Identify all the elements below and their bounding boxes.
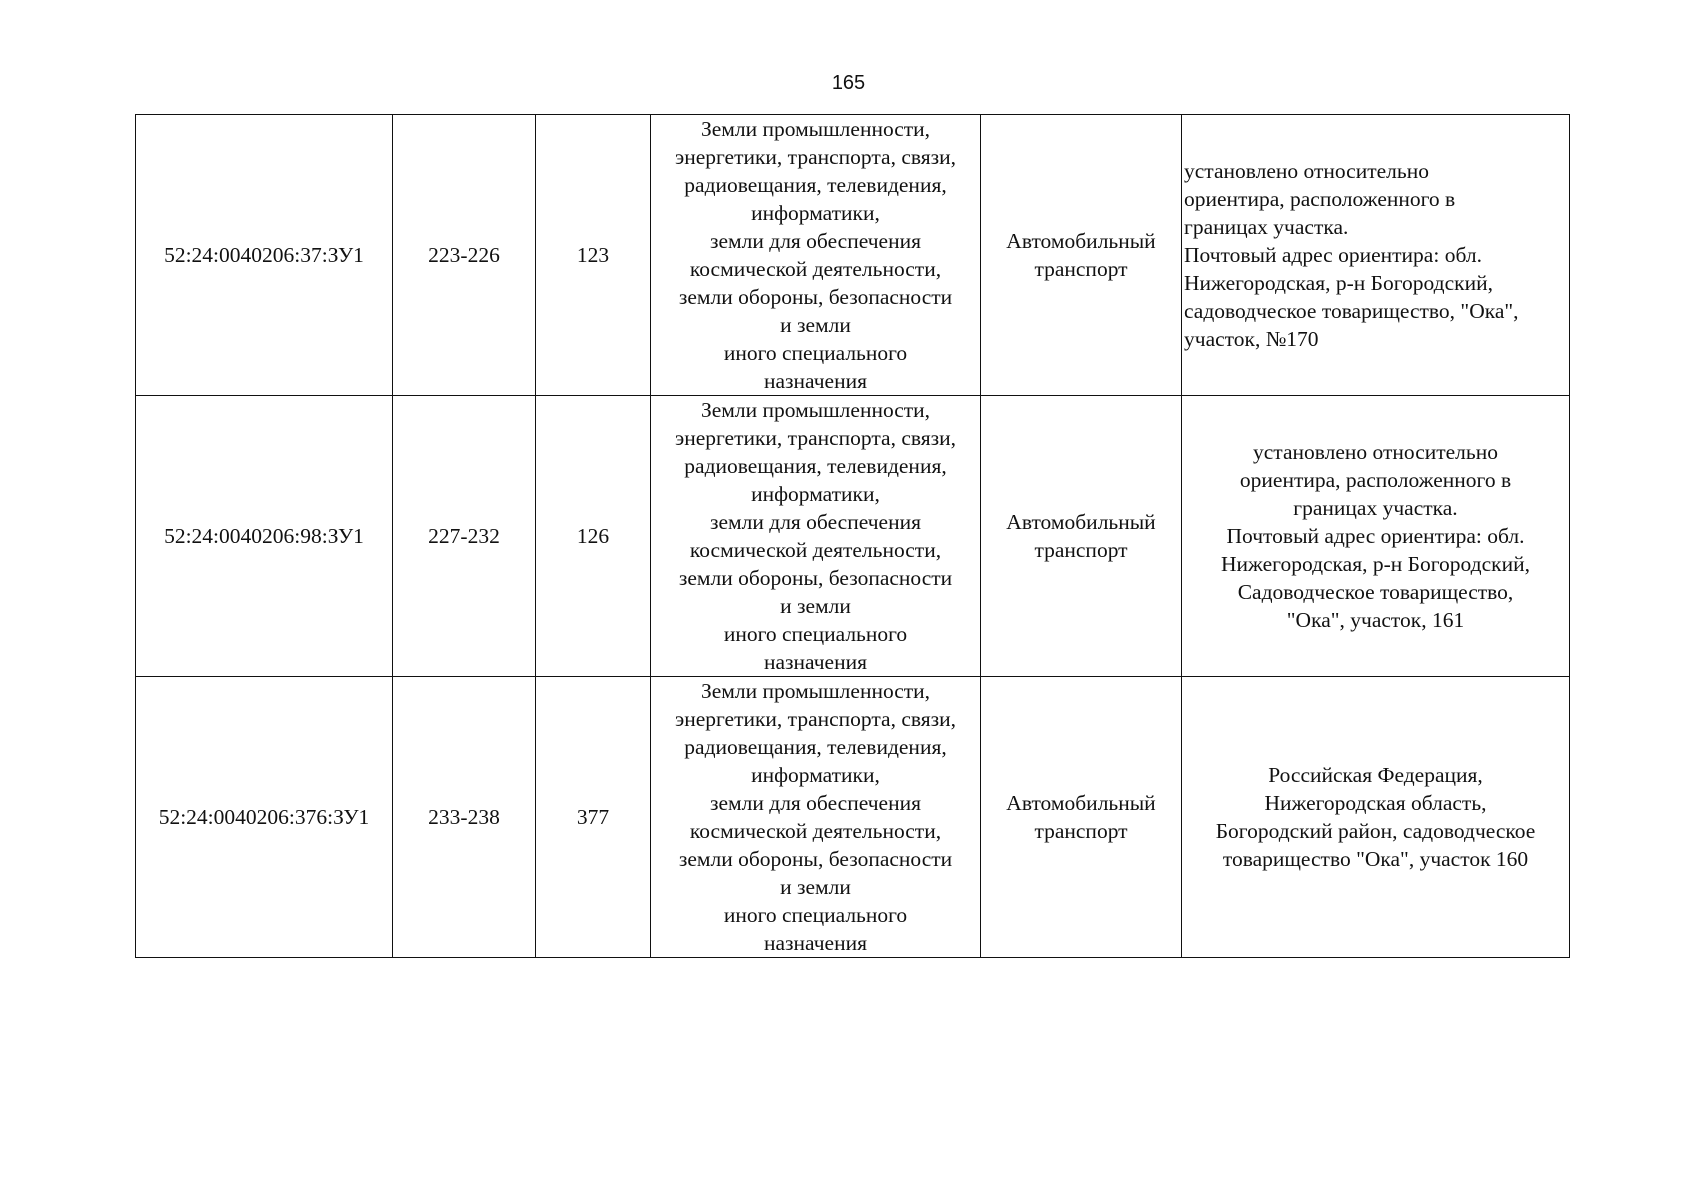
boundary-points-cell: 227-232 <box>393 396 536 677</box>
land-category-cell <box>651 396 981 677</box>
address-cell <box>1182 677 1570 958</box>
cell-line: иного специального <box>723 622 908 646</box>
cell-line: транспорт <box>1034 538 1128 562</box>
cell-line: Почтовый адрес ориентира: обл. <box>1184 243 1482 267</box>
cell-line: установлено относительно <box>1184 159 1429 183</box>
cell-line: назначения <box>764 650 867 674</box>
cell-line: иного специального <box>723 903 908 927</box>
cell-line: Нижегородская, р-н Богородский, <box>1221 552 1530 576</box>
boundary-points-cell: 223-226 <box>393 115 536 396</box>
cell-line: Богородский район, садоводческое <box>1215 819 1536 843</box>
cell-line: Садоводческое товарищество, <box>1237 580 1514 604</box>
table-row <box>136 396 1570 677</box>
area-cell: 123 <box>536 115 651 396</box>
land-category-cell <box>651 115 981 396</box>
cell-line: Земли промышленности, <box>700 117 931 141</box>
cell-line: Нижегородская, р-н Богородский, <box>1184 271 1493 295</box>
table-row <box>136 115 1570 396</box>
cell-line: информатики, <box>751 482 880 506</box>
permitted-use-cell <box>981 677 1182 958</box>
cadastral-number-cell: 52:24:0040206:98:ЗУ1 <box>136 396 393 677</box>
cell-line: Российская Федерация, <box>1268 763 1483 787</box>
land-plots-table <box>135 114 1570 958</box>
cell-line: транспорт <box>1034 819 1128 843</box>
cell-line: земли для обеспечения <box>710 791 921 815</box>
page-number: 165 <box>831 72 866 94</box>
cell-line: радиовещания, телевидения, <box>684 173 947 197</box>
cell-line: и земли <box>780 594 851 618</box>
address-cell <box>1182 115 1570 396</box>
address-cell <box>1182 396 1570 677</box>
cell-line: садоводческое товарищество, "Ока", <box>1184 299 1519 323</box>
cell-line: Земли промышленности, <box>700 398 931 422</box>
cell-line: установлено относительно <box>1253 440 1498 464</box>
cell-line: назначения <box>764 369 867 393</box>
cell-line: земли обороны, безопасности <box>678 566 953 590</box>
cell-line: транспорт <box>1034 257 1128 281</box>
cell-line: Нижегородская область, <box>1264 791 1487 815</box>
cell-line: Автомобильный <box>1006 510 1156 534</box>
cell-line: иного специального <box>723 341 908 365</box>
cadastral-number-cell: 52:24:0040206:376:ЗУ1 <box>136 677 393 958</box>
permitted-use-cell <box>981 115 1182 396</box>
cell-line: ориентира, расположенного в <box>1184 187 1456 211</box>
cell-line: "Ока", участок, 161 <box>1286 608 1465 632</box>
cell-line: участок, №170 <box>1184 327 1319 351</box>
area-cell: 126 <box>536 396 651 677</box>
cell-line: энергетики, транспорта, связи, <box>674 426 957 450</box>
cell-line: земли обороны, безопасности <box>678 285 953 309</box>
land-category-cell <box>651 677 981 958</box>
cell-line: информатики, <box>751 763 880 787</box>
cell-line: товарищество "Ока", участок 160 <box>1222 847 1529 871</box>
cell-line: радиовещания, телевидения, <box>684 735 947 759</box>
cell-line: земли для обеспечения <box>710 229 921 253</box>
table-row <box>136 677 1570 958</box>
cell-line: Автомобильный <box>1006 229 1156 253</box>
cell-line: энергетики, транспорта, связи, <box>674 145 957 169</box>
cell-line: земли обороны, безопасности <box>678 847 953 871</box>
boundary-points-cell: 233-238 <box>393 677 536 958</box>
cell-line: Земли промышленности, <box>700 679 931 703</box>
cell-line: назначения <box>764 931 867 955</box>
cell-line: космической деятельности, <box>689 257 942 281</box>
cell-line: ориентира, расположенного в <box>1239 468 1512 492</box>
cell-line: энергетики, транспорта, связи, <box>674 707 957 731</box>
cadastral-number-cell: 52:24:0040206:37:ЗУ1 <box>136 115 393 396</box>
cell-line: космической деятельности, <box>689 819 942 843</box>
permitted-use-cell <box>981 396 1182 677</box>
cell-line: границах участка. <box>1293 496 1458 520</box>
cell-line: Автомобильный <box>1006 791 1156 815</box>
cell-line: земли для обеспечения <box>710 510 921 534</box>
cell-line: космической деятельности, <box>689 538 942 562</box>
cell-line: и земли <box>780 313 851 337</box>
cell-line: радиовещания, телевидения, <box>684 454 947 478</box>
area-cell: 377 <box>536 677 651 958</box>
cell-line: информатики, <box>751 201 880 225</box>
cell-line: Почтовый адрес ориентира: обл. <box>1226 524 1525 548</box>
cell-line: и земли <box>780 875 851 899</box>
cell-line: границах участка. <box>1184 215 1349 239</box>
